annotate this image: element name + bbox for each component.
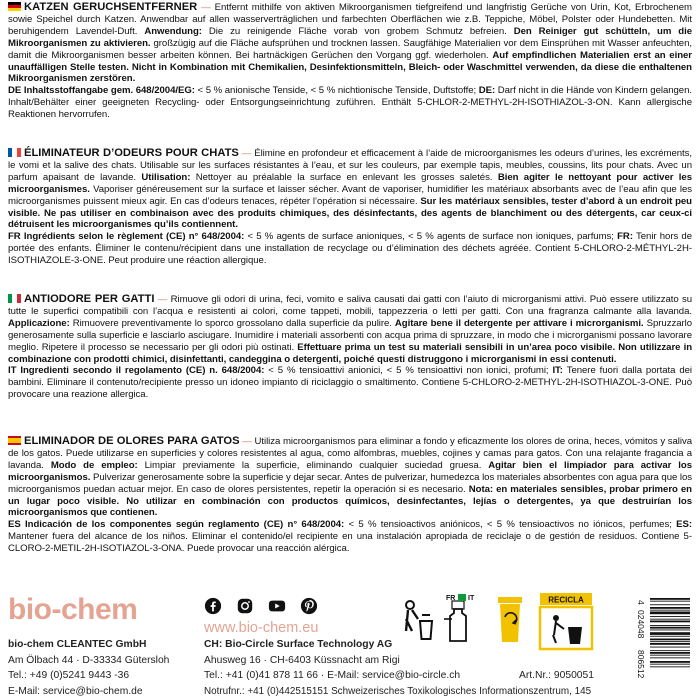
- barcode-bar: [650, 632, 690, 635]
- flag-de-icon: [8, 2, 21, 11]
- section-es: ELIMINADOR DE OLORES PARA GATOS — Utiliza microorganismos para eliminar a fondo y eficazmente los olores de orina, heces, vómitos y saliva de los gatos. Puede utilizarse en superficies y colores resistentes al agua, como alfombras, muebles, cojines y camas para gatos. Con una relajante fragancia a lavanda. Modo de empleo: Limpiar previamente la superficie, eliminando cualquier suciedad gruesa. Agitar bien el limpiador para activar los microorganismos. Pulverizar generosamente sobre la superficie y dejar secar. Antes de pulverizar, humedezca los materiales absorbentes con agua para que los microorganismos puedan actuar mejor. En caso de olores persistentes, repetir la operación si es necesario. Nota: en materiales sensibles, probar primero en un lugar poco visible. No utilizar en combinación con productos químicos, desinfectantes, lejías o detergentes, ya que destruirían los microorganismos que contienen. ES Indicación de los componentes según reglamento (CE) n° 648/2004: < 5 % tensioactivos aniónicos, < 5 % tensioactivos no iónicos, perfumes; ES: Mantener fuera del alcance de los niños. Eliminar el contenido/el recipiente en una instalación apropiada de reciclaje o de gestión de residuos. Contiene 5-CLORO-2-METIL-2H-ISOTIAZOL-3-ONA. Puede provocar una reacción alérgica.: [8, 435, 692, 555]
- pinterest-icon[interactable]: [300, 597, 318, 615]
- section-fr: ÉLIMINATEUR D’ODEURS POUR CHATS — Élimine en profondeur et efficacement à l’aide de microorganismes les odeurs d’urines, les excréments, le vomi et la salive des chats. Utilisable sur les surfaces résistantes à l’eau, et sur les couleurs, par exemple tapis, meubles, coussins, lits pour chats. Avec un parfum apaisant de lavande. Utilisation: Nettoyer au préalable la surface en enlevant les grosses saletés. Bien agiter le nettoyant pour activer les microorganismes. Vaporiser généreusement sur la surface et laisser sécher. Avant de vaporiser, humidifier les matériaux absorbants avec de l’eau afin que les microorganismes puissent mieux agir. En cas d’odeurs tenaces, répéter l’opération si nécessaire. Sur les matériaux sensibles, tester d’abord à un endroit peu visible. Ne pas utiliser en combinaison avec des produits chimiques, des désinfectants, des agents de blanchiment ou des détergents, car ceux-ci détruisent les microorganismes qu’ils contiennent. FR Ingrédients selon le règlement (CE) n° 648/2004: < 5 % agents de surface anioniques, < 5 % agents de surface non ioniques, parfums; FR: Tenir hors de portée des enfants. Éliminer le contenu/récipient dans une installation de recyclage ou d’élimination des déchets agréée. Contient 5-CHLORO-2-MÉTHYL-2H-ISOTHIAZOLE-3-ONE. Peut produire une réaction allergique.: [8, 147, 693, 267]
- flag-fr-icon: [8, 148, 21, 157]
- barcode-bar: [650, 641, 690, 642]
- barcode-bar: [650, 655, 690, 656]
- facebook-icon[interactable]: [204, 597, 222, 615]
- barcode-left-digits: 024048: [636, 610, 646, 639]
- barcode-bar: [650, 647, 690, 648]
- barcode-bar: [650, 607, 690, 609]
- social-icons: [204, 597, 318, 615]
- section-de: KATZEN GERUCHSENTFERNER — Entfernt mithilfe von aktiven Mikroorganismen tiefgreifend und langfristig Gerüche von Urin, Kot, Erbrochenem sowie Speichel durch Katzen. Anwendbar auf allen wasserverträglichen und farbechten Oberflächen wie z.B. Teppiche, Möbel, Polster oder Hundebetten. Mit beruhigendem Lavendel-Duft. Anwendung: Die zu reinigende Fläche vorab von grobem Schmutz befreien. Den Reiniger gut schütteln, um die Mikroorganismen zu aktivieren. großzügig auf die Fläche aufsprühen und trocknen lassen. Saugfähige Materialien vor dem Einsprühen mit Wasser anfeuchten, damit die Mikroorganismen besser arbeiten können. Bei hartnäckigen Gerüchen den Vorgang ggf. wiederholen. Auf empfindlichen Materialien erst an einer unauffälligen Stelle testen. Nicht in Kombination mit Chemikalien, Desinfektionsmitteln, Bleich- oder Waschmittel verwenden, da diese die enthaltenen Mikroorganismen zerstören. DE Inhaltsstoffangabe gem. 648/2004/EG: < 5 % anionische Tenside, < 5 % nichtionische Tenside, Duftstoffe; DE: Darf nicht in die Hände von Kindern gelangen. Inhalt/Behälter einer geeigneten Recycling- oder Entsorgungseinrichtung zuführen. Enthält 5-CHLOR-2-METHYL-2H-ISOTHIAZOL-3-ON. Kann allergische Reaktionen hervorrufen.: [8, 1, 692, 121]
- barcode-bar: [650, 625, 690, 626]
- website-url[interactable]: www.bio-chem.eu: [204, 620, 319, 636]
- bio-chem-logo: bio-chem: [8, 593, 138, 626]
- barcode-bar: [650, 630, 690, 631]
- footer: [0, 584, 700, 700]
- barcode: [634, 596, 692, 692]
- barcode-bar: [650, 598, 690, 600]
- barcode-bar: [650, 666, 690, 667]
- barcode-bar: [650, 643, 690, 645]
- section-it: ANTIODORE PER GATTI — Rimuove gli odori di urina, feci, vomito e saliva causati dai gatti con l’aiuto di microrganismi attivi. Può essere utilizzato su tutte le superfici compatibili con l’acqua e resistenti ai colori, come tappeti, mobili, tappezzeria o letti per gatti. Con una fragranza calmante alla lavanda. Applicazione: Rimuovere preventivamente lo sporco grossolano dalla superficie da pulire. Agitare bene il detergente per attivare i microrganismi. Spruzzarlo generosamente sulla superficie e lasciarlo asciugare. Inumidire i materiali assorbenti con acqua prima di spruzzare, in modo che i microrganismi possano lavorare meglio. Ripetere il processo se necessario per gli odori più ostinati. Effettuare prima un test su materiali sensibili in un’area poco visibile. Non utilizzare in combinazione con prodotti chimici, disinfettanti, candeggina o detergenti, poiché questi distruggono i microrganismi in essi contenuti. IT Ingredienti secondo il regolamento (CE) n. 648/2004: < 5 % tensioattivi anionici, < 5 % tensioattivi non ionici, profumi; IT: Tenere fuori dalla portata dei bambini. Eliminare il contenuto/recipiente presso un idoneo impianto di riciclaggio o smaltimento. Contiene 5-CHLORO-2-METHYL-2H-ISOTHIAZOL-3-ONE. Può provocare una reazione allergica.: [8, 293, 693, 401]
- spray-bottle-icon: [444, 601, 466, 641]
- barcode-bar: [650, 639, 690, 641]
- article-number: Art.Nr.: 9050051: [519, 670, 594, 681]
- barcode-bar: [650, 652, 690, 654]
- de-company-address: bio-chem CLEANTEC GmbH Am Ölbach 44 · D-33334 Gütersloh Tel.: +49 (0)5241 9443 -36 E-Mail: service@bio-chem.de: [8, 639, 170, 697]
- ch-company-address: CH: Bio-Circle Surface Technology AG Ahusweg 16 · CH-6403 Küssnacht am Rigi Tel.: +41 (0)41 878 11 66 · E-Mail: service@bio-circle.ch Notrufnr.: +41 (0)442515151 Schweizerisches Toxikologisches Informationszentrum, 145: [204, 639, 592, 697]
- barcode-bar: [650, 657, 690, 658]
- disposal-icons: [402, 591, 630, 653]
- section-title: ANTIODORE PER GATTI: [24, 293, 155, 305]
- barcode-bar: [650, 604, 690, 605]
- barcode-bar: [650, 601, 690, 602]
- instagram-icon[interactable]: [236, 597, 254, 615]
- barcode-right-digits: 806512: [636, 650, 646, 679]
- barcode-bar: [650, 627, 690, 629]
- barcode-bar: [650, 619, 690, 620]
- recicla-icon: [540, 593, 592, 649]
- recycle-bin-icon: [498, 597, 522, 642]
- youtube-icon[interactable]: [268, 597, 286, 615]
- recicla-label: RECICLA: [548, 595, 584, 605]
- flag-es-icon: [8, 436, 21, 445]
- it-label: IT: [468, 595, 475, 602]
- barcode-bar: [650, 612, 690, 615]
- barcode-bar: [650, 664, 690, 665]
- fr-label: FR: [446, 595, 456, 602]
- barcode-bar: [650, 621, 690, 623]
- barcode-bar: [650, 610, 690, 611]
- section-title: ÉLIMINATEUR D’ODEURS POUR CHATS: [24, 147, 239, 159]
- section-title: ELIMINADOR DE OLORES PARA GATOS: [24, 435, 240, 447]
- barcode-bar: [650, 661, 690, 663]
- barcode-bar: [650, 616, 690, 617]
- dispose-person-icon: [405, 600, 432, 639]
- barcode-bar: [650, 636, 690, 637]
- barcode-left-digit: 4: [636, 600, 646, 605]
- section-title: KATZEN GERUCHSENTFERNER: [24, 1, 198, 13]
- flag-it-icon: [8, 294, 21, 303]
- barcode-bar: [650, 650, 690, 651]
